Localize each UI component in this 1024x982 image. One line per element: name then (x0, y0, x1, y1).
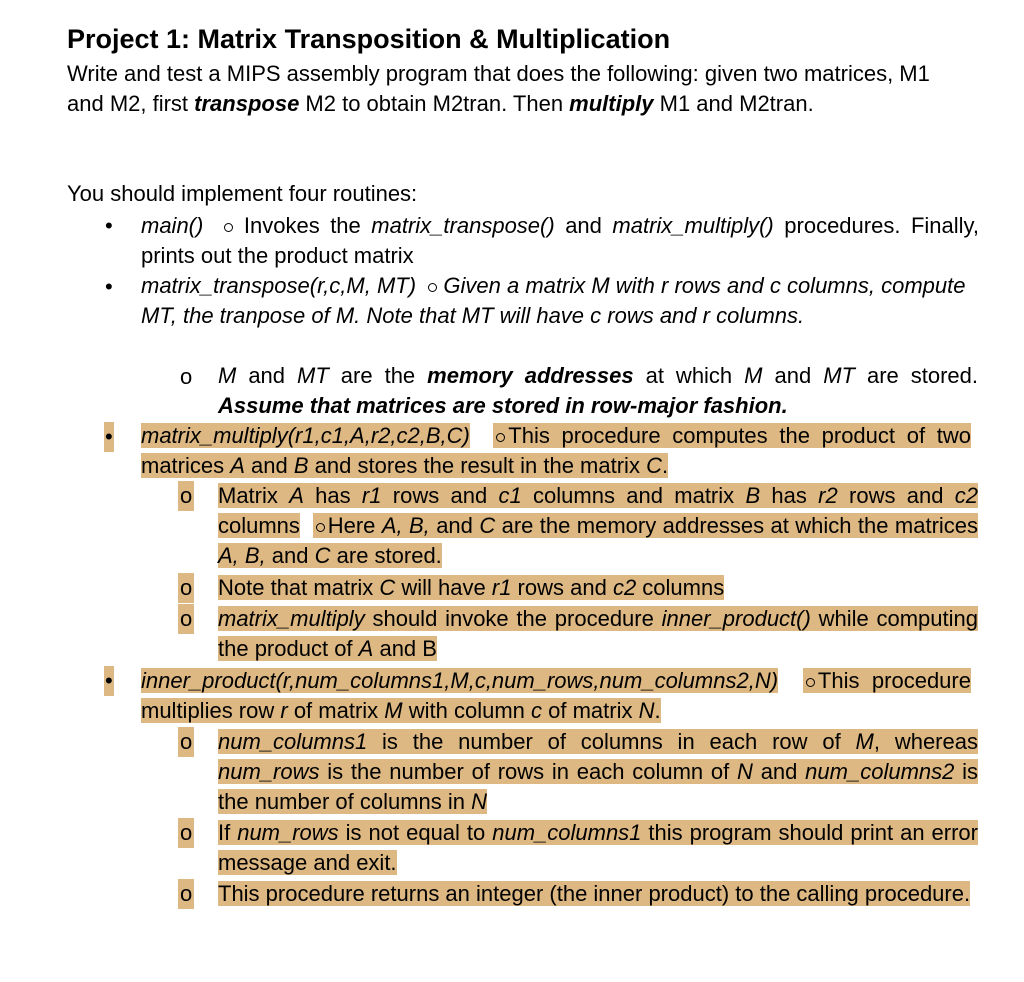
sub-bullet-marker (313, 513, 328, 538)
transpose-note-11: Assume that matrices are stored in row-major fashion. (218, 393, 788, 418)
mnote3-5: A (358, 636, 374, 661)
inner-text-8: N (638, 698, 655, 723)
inner-text-2: r (280, 698, 288, 723)
mnote3-6: and B (373, 636, 437, 661)
inote1-9: num_columns2 (805, 759, 955, 784)
mnote1-19: A, B, (218, 543, 266, 568)
mnote1-6: c1 (498, 483, 522, 508)
inner-text-7: of matrix (542, 698, 639, 723)
sub-bullet-marker: o (178, 879, 194, 909)
transpose-note-3: MT (297, 363, 329, 388)
mnote1-2: A (289, 483, 304, 508)
mnote1-14: Here (327, 513, 382, 538)
transpose-note-1: M (218, 363, 237, 388)
inote3-text: This procedure returns an integer (the inner product) to the calling procedure. (218, 881, 971, 906)
sub-bullet-marker: o (178, 481, 194, 511)
inote2-5: this program should print an error message and exit. (218, 820, 978, 875)
sub-bullet-marker: o (178, 818, 194, 848)
inner-text-1: This procedure multiplies row (141, 668, 971, 723)
inner-text-4: M (384, 698, 403, 723)
mnote3-2: should invoke the procedure (364, 606, 662, 631)
inote1-5: num_rows (218, 759, 320, 784)
mnote3-3: inner_product() (661, 606, 811, 631)
transpose-signature: matrix_transpose(r,c,M, MT) (141, 273, 417, 298)
mnote1-21: C (314, 543, 331, 568)
inner-note-dimensions (218, 727, 978, 817)
multiply-note-inner (218, 604, 978, 664)
bullet-marker: • (105, 213, 113, 238)
mnote2-6: c2 (612, 575, 637, 600)
main-text-2: matrix_transpose() (371, 213, 555, 238)
inner-text-6: c (531, 698, 542, 723)
sub-bullet-marker (224, 223, 233, 232)
inote2-1: If (218, 820, 238, 845)
mnote2-3: will have (395, 575, 492, 600)
routines-lead: You should implement four routines: (67, 181, 418, 206)
multiply-text-7: . (661, 453, 669, 478)
inner-note-return (218, 879, 978, 909)
sub-bullet-marker: o (180, 364, 193, 389)
transpose-description: Given a matrix M with r rows and c columns, compute MT, the tranpose of M. Note that MT will have c rows and r columns. (141, 273, 966, 328)
mnote1-3: has (303, 483, 362, 508)
mnote1-17: C (479, 513, 496, 538)
mnote1-16: and (429, 513, 480, 538)
inote2-4: num_columns1 (492, 820, 642, 845)
bullet-marker: • (104, 422, 114, 452)
multiply-text-3: and (244, 453, 294, 478)
inote1-3: M (855, 729, 874, 754)
mnote1-11: rows and (837, 483, 955, 508)
inote1-10: is the number of columns in (218, 759, 979, 814)
multiply-note-result (218, 573, 978, 603)
mnote1-13: columns (218, 513, 300, 538)
sub-bullet-marker (493, 423, 508, 448)
mnote2-2: C (379, 575, 396, 600)
intro-text-3: M2 to obtain M2tran. Then (299, 91, 570, 116)
multiply-signature: matrix_multiply(r1,c1,A,r2,c2,B,C) (141, 423, 470, 448)
inote1-8: and (752, 759, 806, 784)
mnote3-4: while computing the product of (218, 606, 978, 661)
mnote1-5: rows and (381, 483, 499, 508)
main-text-1: Invokes the (243, 213, 372, 238)
inner-text-5: with column (402, 698, 531, 723)
transpose-note-10: are stored. (854, 363, 979, 388)
multiply-text-5: and stores the result in the matrix (308, 453, 647, 478)
inote1-4: , whereas (873, 729, 978, 754)
inner-signature: inner_product(r,num_columns1,M,c,num_rows,num_columns2,N) (141, 668, 779, 693)
inote1-7: N (737, 759, 753, 784)
sub-bullet-marker (803, 668, 818, 693)
sub-bullet-marker: o (178, 573, 194, 603)
main-text-3: and (554, 213, 613, 238)
intro-multiply-emphasis: multiply (569, 91, 654, 116)
mnote2-5: rows and (511, 575, 613, 600)
inote2-3: is not equal to (338, 820, 493, 845)
transpose-note-8: and (762, 363, 824, 388)
bullet-marker: • (105, 274, 113, 299)
transpose-note-9: MT (823, 363, 855, 388)
routine-transpose (141, 271, 979, 331)
transpose-note (218, 361, 978, 421)
sub-bullet-marker (428, 283, 437, 292)
mnote1-7: columns and matrix (521, 483, 746, 508)
routine-inner-product (141, 666, 971, 726)
transpose-note-2: and (236, 363, 298, 388)
multiply-text-6: C (646, 453, 662, 478)
main-text-4: matrix_multiply() (612, 213, 774, 238)
intro-text-1: Write and test a MIPS assembly program that does the following: given two matrices, M1 and M2, first (67, 61, 930, 116)
mnote1-18: are the memory addresses at which the matrices (495, 513, 979, 538)
mnote1-10: r2 (818, 483, 838, 508)
mnote1-4: r1 (361, 483, 382, 508)
routine-main (141, 211, 979, 271)
main-text-5: procedures. Finally, prints out the product matrix (141, 213, 979, 268)
inner-note-error (218, 818, 978, 878)
mnote1-9: has (760, 483, 819, 508)
mnote1-12: c2 (954, 483, 979, 508)
inote2-2: num_rows (237, 820, 339, 845)
multiply-text-1: This procedure computes the product of two matrices (141, 423, 971, 478)
bullet-marker: • (104, 666, 114, 696)
transpose-note-6: at which (633, 363, 745, 388)
mnote1-1: Matrix (218, 483, 290, 508)
inner-text-3: of matrix (287, 698, 385, 723)
mnote3-1: matrix_multiply (218, 606, 365, 631)
intro-paragraph (67, 59, 937, 119)
mnote2-1: Note that matrix (218, 575, 380, 600)
mnote1-20: and (265, 543, 315, 568)
sub-bullet-marker: o (178, 604, 194, 634)
transpose-note-4: are the (328, 363, 428, 388)
page-title: Project 1: Matrix Transposition & Multiplication (67, 24, 671, 54)
intro-transpose-emphasis: transpose (194, 91, 300, 116)
transpose-note-7: M (744, 363, 763, 388)
intro-text-5: M1 and M2tran. (653, 91, 814, 116)
mnote2-7: columns (636, 575, 725, 600)
mnote1-15: A, B, (381, 513, 430, 538)
sub-bullet-marker: o (178, 727, 194, 757)
multiply-text-4: B (293, 453, 309, 478)
routine-multiply (141, 421, 971, 481)
transpose-note-5: memory addresses (427, 363, 634, 388)
mnote2-4: r1 (491, 575, 512, 600)
multiply-note-dimensions (218, 481, 978, 571)
multiply-text-2: A (230, 453, 245, 478)
mnote1-8: B (745, 483, 761, 508)
mnote1-22: are stored. (330, 543, 442, 568)
inote1-1: num_columns1 (218, 729, 368, 754)
main-signature: main() (141, 213, 204, 238)
inner-text-9: . (654, 698, 661, 723)
inote1-11: N (471, 789, 488, 814)
inote1-6: is the number of rows in each column of (319, 759, 738, 784)
inote1-2: is the number of columns in each row of (367, 729, 856, 754)
